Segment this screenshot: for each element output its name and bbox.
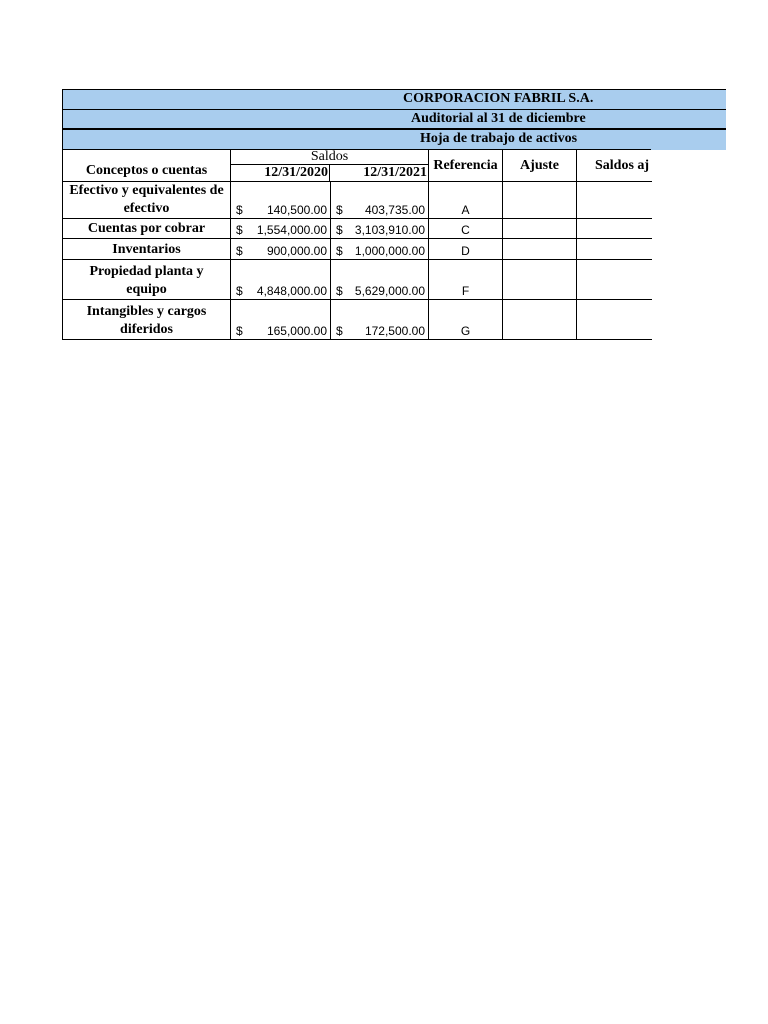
amount-2020-cell: [231, 239, 331, 260]
amount-2021-cell: [331, 300, 429, 340]
table-header-row: [63, 150, 652, 182]
date-2021-header: 12/31/2021: [363, 165, 427, 180]
reference-header: Referencia: [429, 150, 503, 182]
period-label: Auditorial al 31 de diciembre: [411, 111, 586, 126]
currency-symbol: $: [336, 284, 343, 298]
table-row: [63, 260, 652, 300]
amount-2021-cell: [331, 239, 429, 260]
concept-cell: Intangibles y cargos diferidos: [63, 300, 231, 340]
company-name: CORPORACION FABRIL S.A.: [403, 91, 594, 106]
amount-2020-cell: [231, 182, 331, 219]
amount-value: 1,000,000.00: [354, 244, 425, 258]
amount-2020-cell: [231, 260, 331, 300]
period-banner: [62, 109, 726, 129]
amount-value: 1,554,000.00: [256, 223, 327, 237]
adjustment-cell[interactable]: [503, 219, 577, 239]
sheet-title: Hoja de trabajo de activos: [420, 131, 578, 146]
reference-cell: D: [429, 239, 503, 260]
table-row: [63, 300, 652, 340]
reference-cell: G: [429, 300, 503, 340]
currency-symbol: $: [336, 203, 343, 217]
amount-value: 3,103,910.00: [354, 223, 425, 237]
adjusted-balance-cell[interactable]: [577, 182, 652, 219]
adjustment-cell[interactable]: [503, 260, 577, 300]
amount-value: 140,500.00: [266, 203, 327, 217]
concept-header: Conceptos o cuentas: [63, 150, 231, 182]
concept-cell: Cuentas por cobrar: [63, 219, 231, 239]
reference-cell: C: [429, 219, 503, 239]
currency-symbol: $: [236, 244, 243, 258]
amount-value: 900,000.00: [266, 244, 327, 258]
amount-2020-cell: [231, 300, 331, 340]
amount-2021-cell: [331, 182, 429, 219]
adjustment-cell[interactable]: [503, 239, 577, 260]
worksheet: [62, 89, 726, 340]
adjusted-balance-cell[interactable]: [577, 300, 652, 340]
table-row: [63, 239, 652, 260]
adjusted-balance-cell[interactable]: [577, 219, 652, 239]
date-2020-header: 12/31/2020: [231, 165, 330, 181]
currency-symbol: $: [336, 324, 343, 338]
currency-symbol: $: [236, 203, 243, 217]
assets-table: [62, 149, 652, 340]
amount-2021-cell: [331, 219, 429, 239]
concept-cell: Efectivo y equivalentes de efectivo: [63, 182, 231, 219]
concept-cell: Propiedad planta y equipo: [63, 260, 231, 300]
adjustment-cell[interactable]: [503, 182, 577, 219]
adjusted-balances-header: Saldos aj: [577, 150, 652, 182]
amount-2021-cell: [331, 260, 429, 300]
adjustment-cell[interactable]: [503, 300, 577, 340]
currency-symbol: $: [336, 223, 343, 237]
currency-symbol: $: [236, 223, 243, 237]
currency-symbol: $: [236, 324, 243, 338]
amount-value: 172,500.00: [364, 324, 425, 338]
amount-value: 403,735.00: [364, 203, 425, 217]
amount-value: 5,629,000.00: [354, 284, 425, 298]
table-row: [63, 219, 652, 239]
amount-value: 165,000.00: [266, 324, 327, 338]
sheet-title-banner: [62, 129, 726, 149]
amount-2020-cell: [231, 219, 331, 239]
company-banner: [62, 89, 726, 109]
adjusted-balance-cell[interactable]: [577, 239, 652, 260]
balances-header: Saldos: [231, 150, 428, 165]
table-row: [63, 182, 652, 219]
concept-cell: Inventarios: [63, 239, 231, 260]
reference-cell: A: [429, 182, 503, 219]
adjusted-balance-cell[interactable]: [577, 260, 652, 300]
balances-header-group: [231, 150, 429, 182]
amount-value: 4,848,000.00: [256, 284, 327, 298]
adjustment-header: Ajuste: [503, 150, 577, 182]
currency-symbol: $: [236, 284, 243, 298]
currency-symbol: $: [336, 244, 343, 258]
reference-cell: F: [429, 260, 503, 300]
